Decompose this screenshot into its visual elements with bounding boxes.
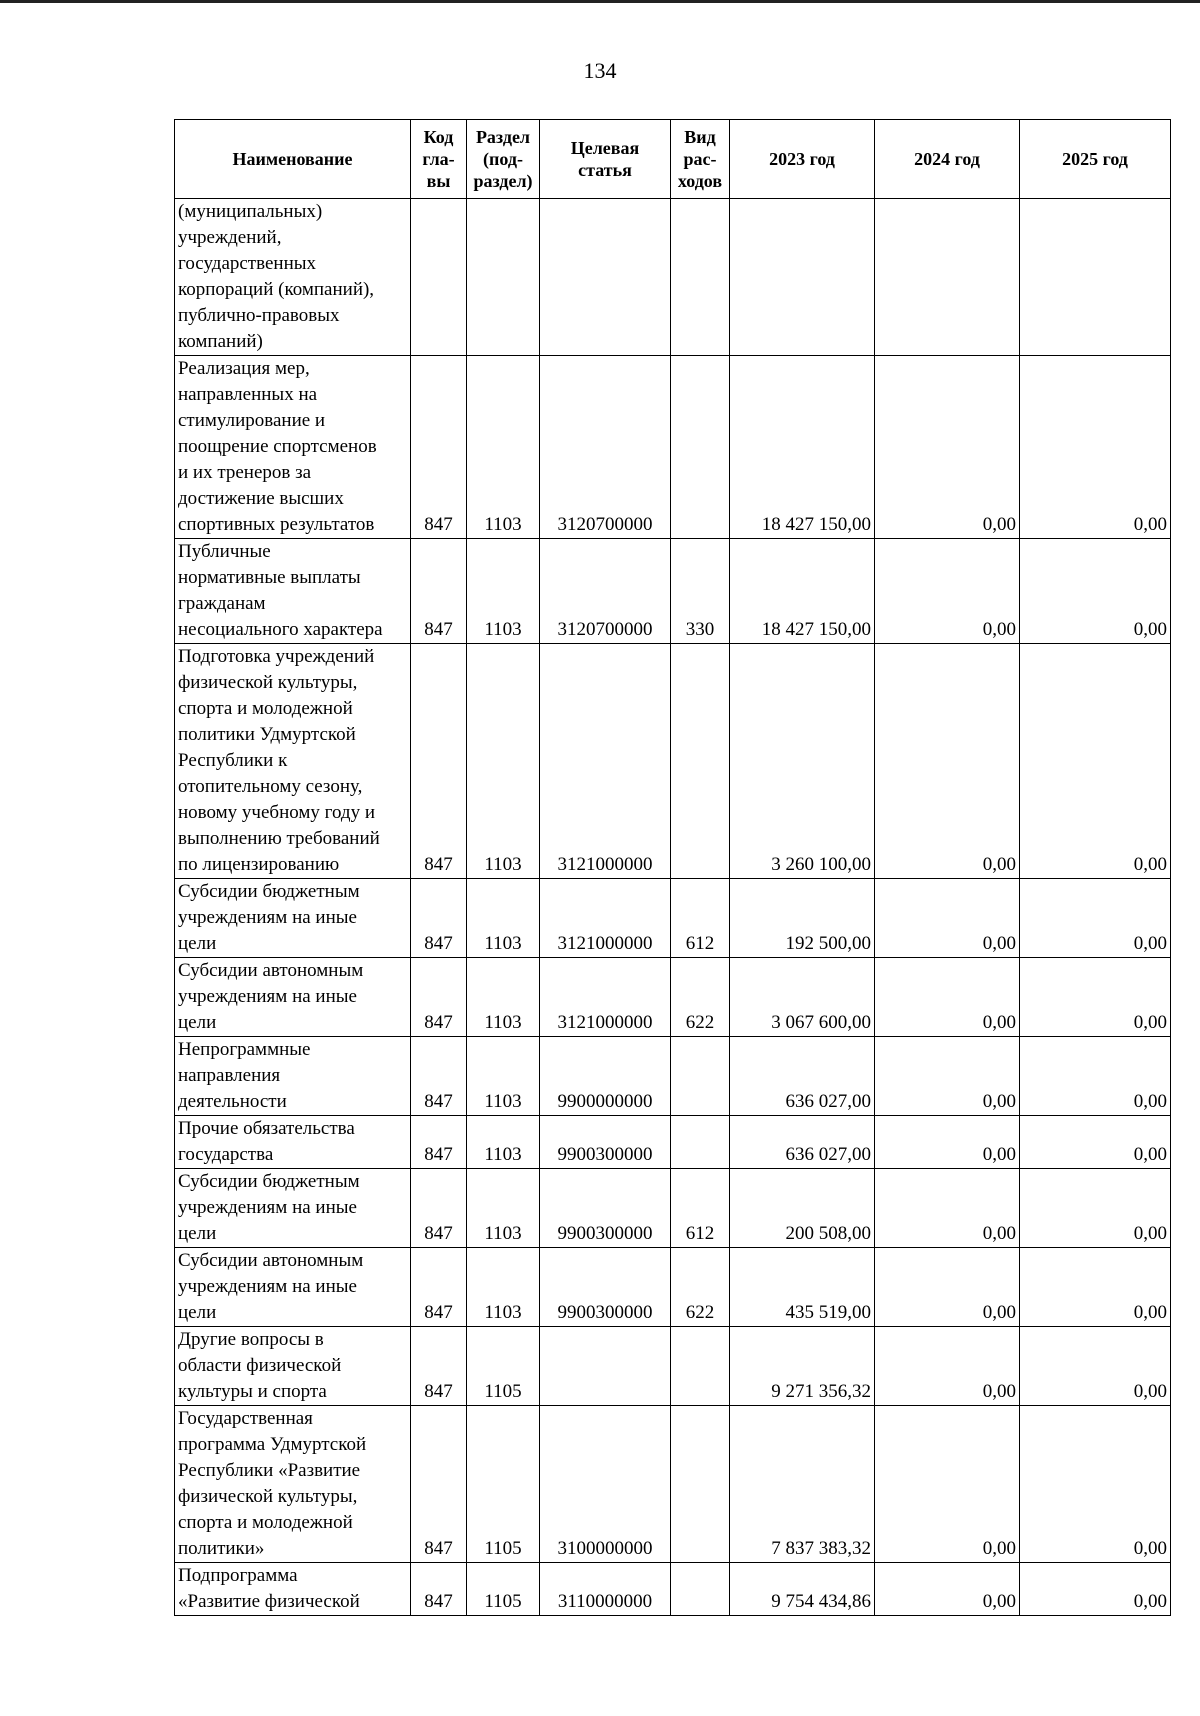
cell-2025: 0,00: [1020, 1406, 1171, 1563]
cell-2023: 192 500,00: [730, 879, 875, 958]
cell-target: 3121000000: [540, 879, 671, 958]
cell-2025: 0,00: [1020, 958, 1171, 1037]
cell-type: 622: [671, 1248, 730, 1327]
cell-type: 612: [671, 1169, 730, 1248]
cell-type: [671, 1563, 730, 1616]
cell-name: Субсидии бюджетным учреждениям на иные цели: [175, 1169, 411, 1248]
cell-2023: 18 427 150,00: [730, 356, 875, 539]
cell-2025: 0,00: [1020, 356, 1171, 539]
cell-2023: 3 260 100,00: [730, 644, 875, 879]
header-2023: 2023 год: [730, 120, 875, 199]
cell-2025: 0,00: [1020, 879, 1171, 958]
cell-code: 847: [411, 1037, 467, 1116]
cell-2023: 18 427 150,00: [730, 539, 875, 644]
header-code: Код гла- вы: [411, 120, 467, 199]
cell-target: 9900300000: [540, 1116, 671, 1169]
cell-section: 1103: [467, 356, 540, 539]
cell-section: 1103: [467, 539, 540, 644]
header-name: Наименование: [175, 120, 411, 199]
cell-code: 847: [411, 1406, 467, 1563]
cell-type: 622: [671, 958, 730, 1037]
cell-code: 847: [411, 879, 467, 958]
header-type: Вид рас- ходов: [671, 120, 730, 199]
cell-name: (муниципальных) учреждений, государственных корпораций (компаний), публично-правовых компаний): [175, 199, 411, 356]
cell-type: [671, 1327, 730, 1406]
scan-top-edge: [0, 0, 1200, 3]
cell-target: 3120700000: [540, 539, 671, 644]
cell-section: 1103: [467, 958, 540, 1037]
cell-name: Подготовка учреждений физической культуры, спорта и молодежной политики Удмуртской Республики к отопительному сезону, новому учебному году и выполнению требований по лицензированию: [175, 644, 411, 879]
cell-code: 847: [411, 1327, 467, 1406]
cell-type: [671, 199, 730, 356]
cell-2024: 0,00: [875, 1116, 1020, 1169]
cell-2025: 0,00: [1020, 1037, 1171, 1116]
cell-name: Реализация мер, направленных на стимулирование и поощрение спортсменов и их тренеров за достижение высших спортивных результатов: [175, 356, 411, 539]
cell-target: 3121000000: [540, 644, 671, 879]
cell-2023: 9 271 356,32: [730, 1327, 875, 1406]
cell-target: 3120700000: [540, 356, 671, 539]
cell-2025: 0,00: [1020, 1116, 1171, 1169]
cell-2023: 200 508,00: [730, 1169, 875, 1248]
cell-2025: 0,00: [1020, 539, 1171, 644]
cell-code: 847: [411, 539, 467, 644]
cell-target: 9900300000: [540, 1169, 671, 1248]
cell-target: 9900300000: [540, 1248, 671, 1327]
cell-target: 3100000000: [540, 1406, 671, 1563]
cell-name: Подпрограмма «Развитие физической: [175, 1563, 411, 1616]
cell-name: Субсидии автономным учреждениям на иные цели: [175, 958, 411, 1037]
cell-type: [671, 1037, 730, 1116]
cell-name: Другие вопросы в области физической культуры и спорта: [175, 1327, 411, 1406]
cell-2023: 435 519,00: [730, 1248, 875, 1327]
table-row: [175, 356, 1171, 539]
cell-type: 612: [671, 879, 730, 958]
cell-2025: 0,00: [1020, 1169, 1171, 1248]
cell-2024: 0,00: [875, 1406, 1020, 1563]
cell-section: 1105: [467, 1406, 540, 1563]
cell-type: [671, 1116, 730, 1169]
cell-2024: 0,00: [875, 644, 1020, 879]
cell-code: 847: [411, 1169, 467, 1248]
table-row: [175, 1116, 1171, 1169]
cell-section: 1105: [467, 1563, 540, 1616]
cell-2024: 0,00: [875, 356, 1020, 539]
cell-section: 1103: [467, 1248, 540, 1327]
cell-code: 847: [411, 1248, 467, 1327]
cell-target: [540, 1327, 671, 1406]
table-row: [175, 1248, 1171, 1327]
cell-2024: 0,00: [875, 879, 1020, 958]
cell-section: 1103: [467, 1169, 540, 1248]
cell-target: 3110000000: [540, 1563, 671, 1616]
table-row: [175, 1406, 1171, 1563]
budget-table: [174, 119, 1171, 1616]
cell-2024: 0,00: [875, 1563, 1020, 1616]
cell-code: 847: [411, 958, 467, 1037]
cell-section: 1105: [467, 1327, 540, 1406]
cell-type: [671, 356, 730, 539]
cell-2024: 0,00: [875, 1248, 1020, 1327]
cell-code: 847: [411, 356, 467, 539]
table-row: [175, 879, 1171, 958]
table-header-row: [175, 120, 1171, 199]
table-row: [175, 644, 1171, 879]
table-row: [175, 1169, 1171, 1248]
cell-2023: 7 837 383,32: [730, 1406, 875, 1563]
cell-2024: [875, 199, 1020, 356]
header-section: Раздел (под- раздел): [467, 120, 540, 199]
page-number: 134: [583, 58, 617, 83]
cell-code: 847: [411, 1563, 467, 1616]
cell-2023: 636 027,00: [730, 1037, 875, 1116]
cell-2023: [730, 199, 875, 356]
cell-2023: 9 754 434,86: [730, 1563, 875, 1616]
cell-2025: [1020, 199, 1171, 356]
cell-name: Субсидии автономным учреждениям на иные цели: [175, 1248, 411, 1327]
cell-name: Публичные нормативные выплаты гражданам несоциального характера: [175, 539, 411, 644]
cell-2023: 636 027,00: [730, 1116, 875, 1169]
cell-name: Прочие обязательства государства: [175, 1116, 411, 1169]
cell-2024: 0,00: [875, 1169, 1020, 1248]
cell-2025: 0,00: [1020, 1248, 1171, 1327]
cell-2025: 0,00: [1020, 1327, 1171, 1406]
cell-2024: 0,00: [875, 1037, 1020, 1116]
cell-section: 1103: [467, 879, 540, 958]
cell-name: Государственная программа Удмуртской Республики «Развитие физической культуры, спорта и молодежной политики»: [175, 1406, 411, 1563]
cell-code: 847: [411, 644, 467, 879]
table-row: [175, 1037, 1171, 1116]
table-row: [175, 539, 1171, 644]
header-2025: 2025 год: [1020, 120, 1171, 199]
header-target: Целевая статья: [540, 120, 671, 199]
table-row: [175, 1327, 1171, 1406]
cell-target: 3121000000: [540, 958, 671, 1037]
cell-2024: 0,00: [875, 539, 1020, 644]
cell-type: [671, 1406, 730, 1563]
cell-section: 1103: [467, 1116, 540, 1169]
cell-section: [467, 199, 540, 356]
table-row: [175, 958, 1171, 1037]
cell-code: [411, 199, 467, 356]
cell-2023: 3 067 600,00: [730, 958, 875, 1037]
table-row: [175, 199, 1171, 356]
cell-2025: 0,00: [1020, 1563, 1171, 1616]
cell-section: 1103: [467, 644, 540, 879]
cell-2024: 0,00: [875, 1327, 1020, 1406]
header-2024: 2024 год: [875, 120, 1020, 199]
cell-2024: 0,00: [875, 958, 1020, 1037]
cell-name: Непрограммные направления деятельности: [175, 1037, 411, 1116]
cell-type: [671, 644, 730, 879]
cell-type: 330: [671, 539, 730, 644]
cell-code: 847: [411, 1116, 467, 1169]
cell-name: Субсидии бюджетным учреждениям на иные цели: [175, 879, 411, 958]
cell-section: 1103: [467, 1037, 540, 1116]
cell-2025: 0,00: [1020, 644, 1171, 879]
cell-target: 9900000000: [540, 1037, 671, 1116]
cell-target: [540, 199, 671, 356]
table-row: [175, 1563, 1171, 1616]
